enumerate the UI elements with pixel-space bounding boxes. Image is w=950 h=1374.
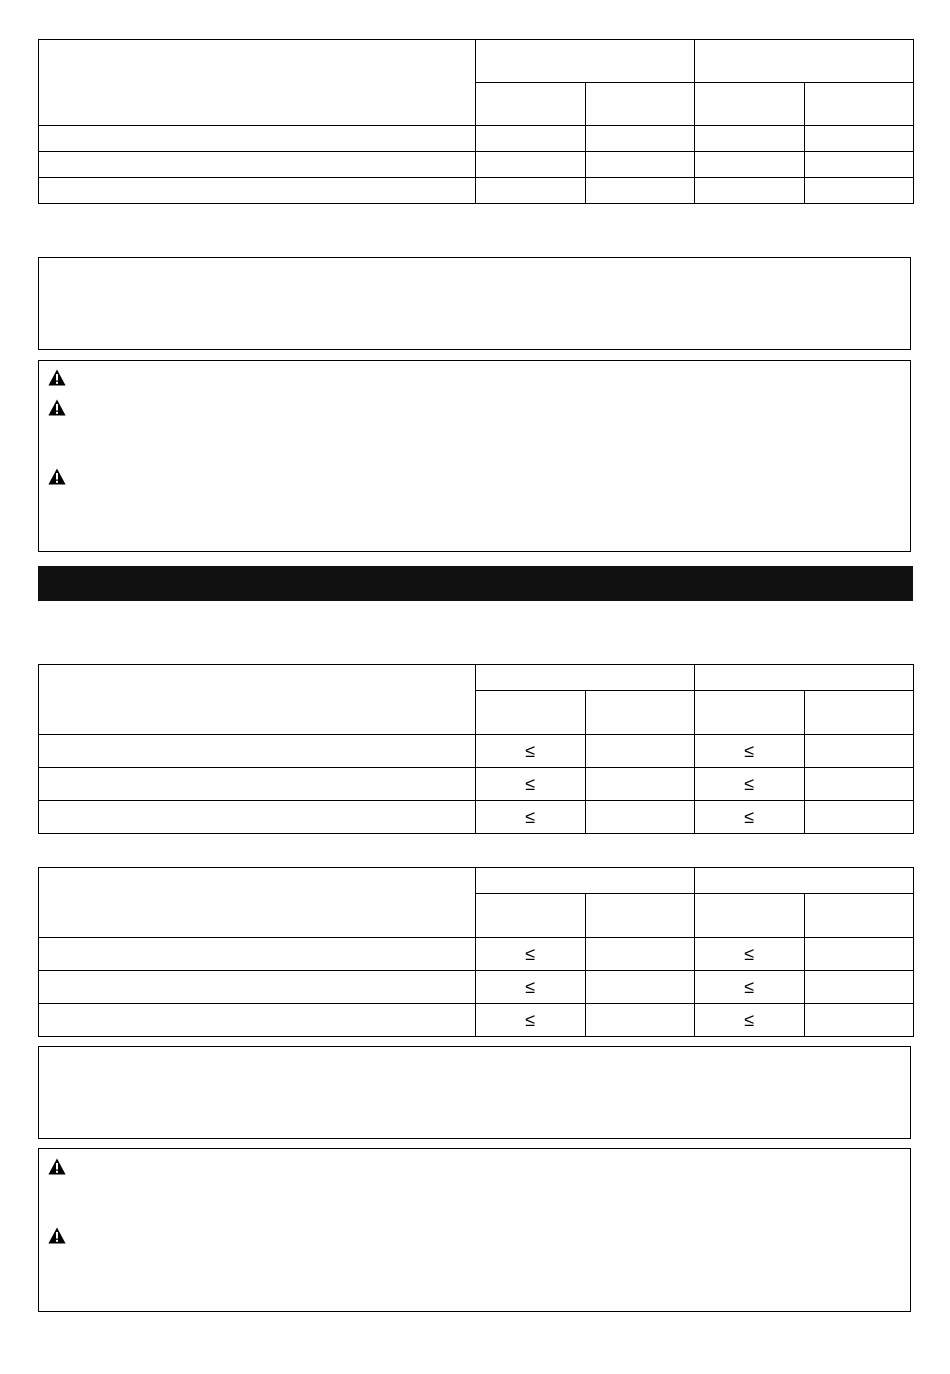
table-cell	[695, 801, 805, 834]
warning-triangle-icon	[48, 1158, 66, 1175]
less-equal-symbol: ≤	[744, 977, 755, 997]
table-cell	[476, 178, 586, 204]
table-cell	[804, 152, 914, 178]
less-equal-symbol: ≤	[525, 807, 536, 827]
note-box	[38, 257, 911, 350]
table-cell	[39, 126, 476, 152]
table-cell	[476, 971, 586, 1004]
table-row	[39, 1004, 914, 1037]
table-cell	[585, 126, 695, 152]
header-group-cell	[695, 40, 914, 83]
table-cell	[804, 126, 914, 152]
warning-box	[38, 1148, 911, 1312]
warning-triangle-icon	[48, 1227, 66, 1244]
table-cell	[804, 735, 914, 768]
table-cell	[476, 735, 586, 768]
subheader-cell	[476, 83, 586, 126]
header-group-cell	[476, 868, 695, 894]
table-cell	[585, 801, 695, 834]
warning-box	[38, 360, 911, 552]
header-cell	[39, 665, 476, 735]
less-equal-symbol: ≤	[525, 774, 536, 794]
less-equal-symbol: ≤	[744, 1010, 755, 1030]
table-cell	[585, 768, 695, 801]
table-cell	[39, 801, 476, 834]
less-equal-symbol: ≤	[744, 944, 755, 964]
table-cell	[695, 1004, 805, 1037]
table-row	[39, 126, 914, 152]
table-row	[39, 178, 914, 204]
table-cell	[39, 938, 476, 971]
subheader-cell	[585, 83, 695, 126]
table-cell	[585, 735, 695, 768]
header-cell	[39, 868, 476, 938]
subheader-cell	[804, 691, 914, 735]
header-group-cell	[476, 665, 695, 691]
table-cell	[39, 971, 476, 1004]
less-equal-symbol: ≤	[744, 774, 755, 794]
table-cell	[804, 971, 914, 1004]
table-row	[39, 801, 914, 834]
table-cell	[585, 971, 695, 1004]
table-cell	[476, 938, 586, 971]
warning-triangle-icon	[48, 369, 66, 386]
subheader-cell	[804, 894, 914, 938]
table-cell	[476, 1004, 586, 1037]
table-cell	[39, 178, 476, 204]
table-cell	[804, 768, 914, 801]
subheader-cell	[695, 894, 805, 938]
spec-table-1	[38, 39, 914, 204]
table-row	[39, 938, 914, 971]
subheader-cell	[695, 83, 805, 126]
less-equal-symbol: ≤	[525, 944, 536, 964]
table-cell	[695, 152, 805, 178]
section-header-bar	[38, 566, 913, 601]
table-cell	[585, 152, 695, 178]
table-cell	[39, 768, 476, 801]
table-cell	[39, 735, 476, 768]
subheader-cell	[804, 83, 914, 126]
table-cell	[695, 938, 805, 971]
less-equal-symbol: ≤	[525, 1010, 536, 1030]
table-cell	[39, 1004, 476, 1037]
header-group-cell	[695, 665, 914, 691]
table-cell	[695, 735, 805, 768]
table-cell	[804, 801, 914, 834]
less-equal-symbol: ≤	[525, 977, 536, 997]
less-equal-symbol: ≤	[525, 741, 536, 761]
table-cell	[585, 178, 695, 204]
subheader-cell	[476, 894, 586, 938]
table-cell	[695, 126, 805, 152]
table-cell	[804, 938, 914, 971]
spec-table-3	[38, 867, 914, 1037]
table-cell	[695, 178, 805, 204]
table-cell	[476, 801, 586, 834]
less-equal-symbol: ≤	[744, 807, 755, 827]
table-cell	[476, 126, 586, 152]
table-row	[39, 152, 914, 178]
table-cell	[476, 152, 586, 178]
table-header-row	[39, 665, 914, 691]
table-cell	[39, 152, 476, 178]
table-cell	[695, 971, 805, 1004]
subheader-cell	[585, 691, 695, 735]
subheader-cell	[476, 691, 586, 735]
table-header-row	[39, 868, 914, 894]
header-group-cell	[695, 868, 914, 894]
table-row	[39, 768, 914, 801]
less-equal-symbol: ≤	[744, 741, 755, 761]
note-box	[38, 1046, 911, 1139]
table-cell	[585, 1004, 695, 1037]
header-group-cell	[476, 40, 695, 83]
table-cell	[476, 768, 586, 801]
table-row	[39, 971, 914, 1004]
table-cell	[695, 768, 805, 801]
table-row	[39, 735, 914, 768]
warning-triangle-icon	[48, 468, 66, 485]
table-cell	[804, 178, 914, 204]
table-cell	[804, 1004, 914, 1037]
subheader-cell	[585, 894, 695, 938]
header-cell	[39, 40, 476, 126]
warning-triangle-icon	[48, 399, 66, 416]
table-cell	[585, 938, 695, 971]
subheader-cell	[695, 691, 805, 735]
table-header-row	[39, 40, 914, 83]
spec-table-2	[38, 664, 914, 834]
